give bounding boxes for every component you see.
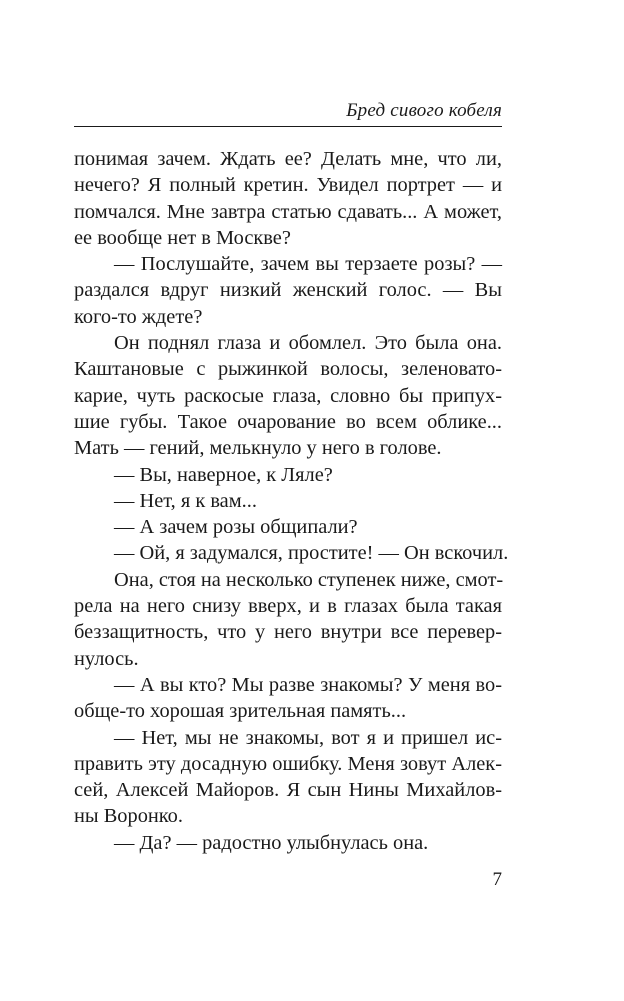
text-line: понимая зачем. Ждать ее? Делать мне, что ли, — [74, 148, 502, 170]
text-line: нулось. — [74, 647, 139, 670]
text-line: — Послушайте, зачем вы терзаете розы? — — [114, 253, 502, 276]
text-line: ны Воронко. — [74, 805, 183, 828]
running-head: Бред сивого кобеля — [346, 100, 502, 121]
text-line: сей, Алексей Майоров. Я сын Нины Михайлов- — [74, 779, 502, 802]
text-line: обще-то хорошая зрительная память... — [74, 700, 407, 723]
text-line: Она, стоя на несколько ступенек ниже, смот- — [114, 568, 504, 591]
text-line: Мать — гений, мелькнуло у него в голове. — [74, 437, 442, 460]
text-line: беззащитность, что у него внутри все перевер- — [74, 621, 502, 644]
text-line: Он поднял глаза и обомлел. Это была она. — [114, 332, 502, 355]
body-text — [74, 146, 544, 856]
page-number: 7 — [492, 869, 502, 890]
text-line: рела на него снизу вверх, и в глазах была такая — [74, 595, 502, 618]
text-line: — А вы кто? Мы разве знакомы? У меня во- — [114, 673, 502, 696]
text-line: править эту досадную ошибку. Меня зовут Алек- — [74, 752, 502, 775]
text-line: шие губы. Такое очарование во всем облике... — [74, 410, 502, 433]
text-line: — Нет, я к вам... — [114, 489, 257, 512]
text-line: помчался. Мне завтра статью сдавать... А может, — [74, 200, 502, 223]
text-line: ее вообще нет в Москве? — [74, 226, 291, 249]
text-line: — А зачем розы общипали? — [114, 516, 358, 539]
header-rule — [74, 126, 502, 127]
text-line: — Ой, я задумался, простите! — Он вскочил. — [114, 542, 509, 565]
text-line: карие, чуть раскосые глаза, словно бы припух- — [74, 384, 502, 407]
text-line: — Нет, мы не знакомы, вот я и пришел ис- — [114, 726, 502, 749]
text-line: кого-то ждете? — [74, 305, 203, 328]
text-line: нечего? Я полный кретин. Увидел портрет — и — [74, 174, 502, 197]
text-line: Каштановые с рыжинкой волосы, зеленовато- — [74, 358, 502, 381]
text-line: — Да? — радостно улыбнулась она. — [114, 831, 429, 854]
text-line: раздался вдруг низкий женский голос. — Вы — [74, 279, 502, 302]
text-line: — Вы, наверное, к Ляле? — [114, 463, 333, 486]
